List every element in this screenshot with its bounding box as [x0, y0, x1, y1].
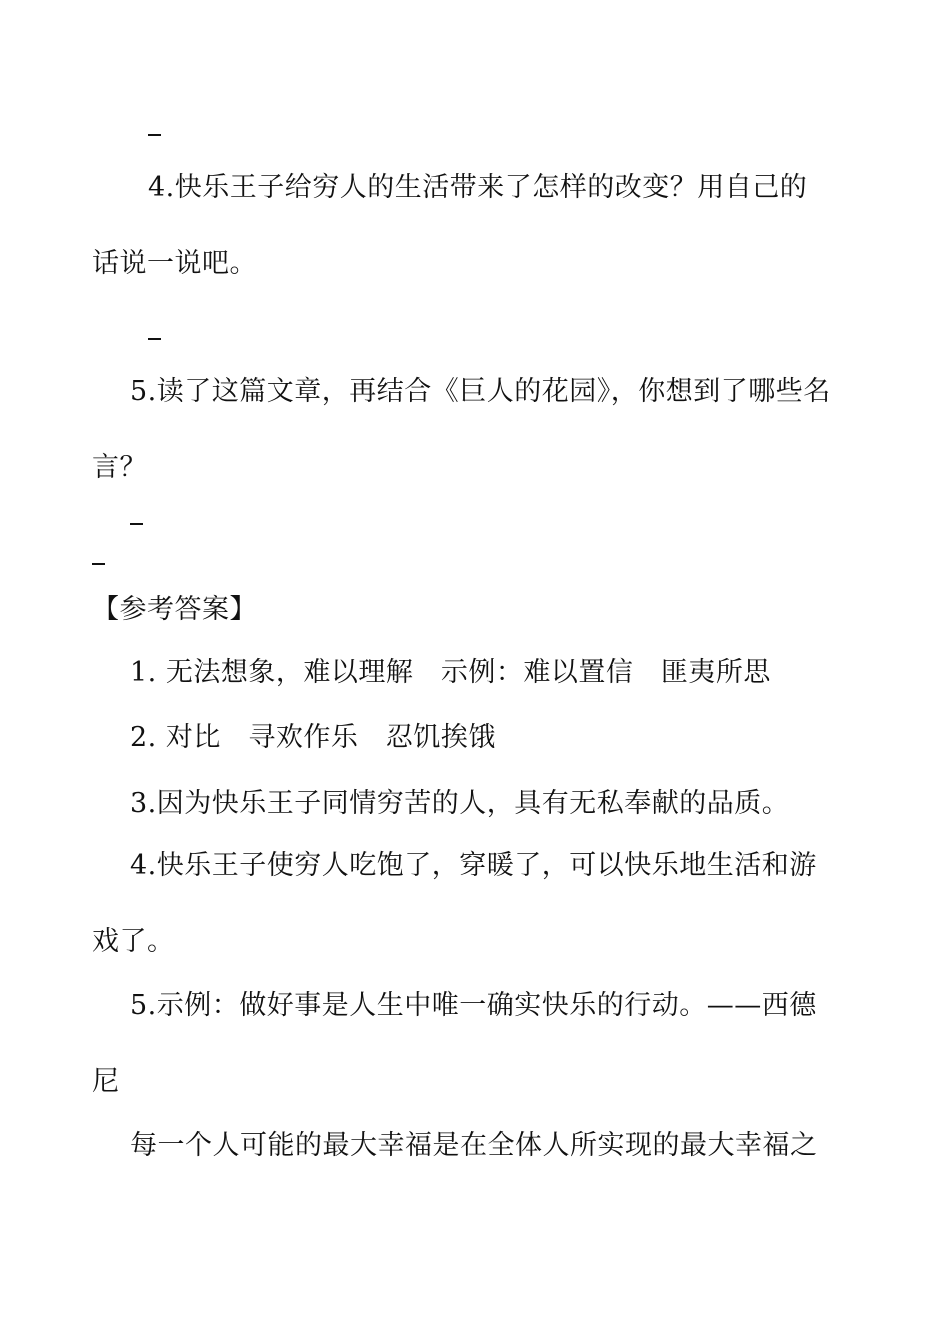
answer-1: 1. 无法想象，难以理解 示例：难以置信 匪夷所思	[130, 657, 771, 688]
answer-5-line-2: 尼	[92, 1066, 120, 1097]
answer-blank-question-4	[148, 338, 161, 340]
question-5-line-1: 5.读了这篇文章，再结合《巨人的花园》，你想到了哪些名	[130, 376, 831, 407]
answers-heading: 【参考答案】	[92, 594, 257, 625]
answer-5-line-1: 5.示例：做好事是人生中唯一确实快乐的行动。——西德	[130, 990, 817, 1021]
question-5-line-2: 言？	[92, 452, 147, 483]
answer-blank-extra	[92, 563, 105, 565]
answer-2: 2. 对比 寻欢作乐 忍饥挨饿	[130, 722, 496, 753]
answer-blank-question-5	[130, 523, 143, 525]
question-4-line-1: 4.快乐王子给穷人的生活带来了怎样的改变？用自己的	[148, 172, 808, 203]
answer-4-line-2: 戏了。	[92, 926, 175, 957]
trailing-paragraph: 每一个人可能的最大幸福是在全体人所实现的最大幸福之	[130, 1130, 818, 1161]
answer-blank-top	[148, 134, 161, 136]
answer-3: 3.因为快乐王子同情穷苦的人，具有无私奉献的品质。	[130, 788, 790, 819]
answer-4-line-1: 4.快乐王子使穷人吃饱了，穿暖了，可以快乐地生活和游	[130, 850, 817, 881]
question-4-line-2: 话说一说吧。	[92, 248, 257, 279]
